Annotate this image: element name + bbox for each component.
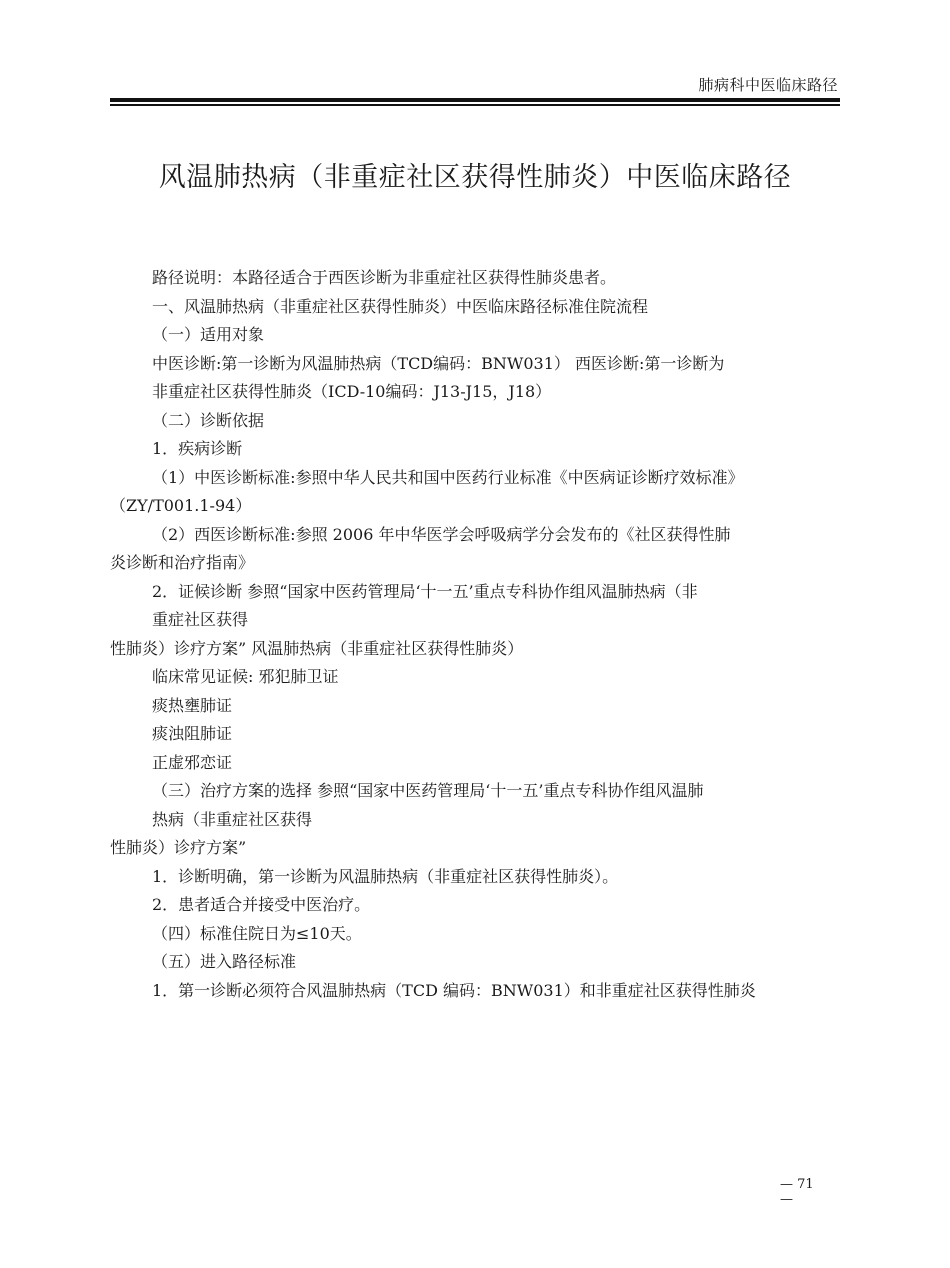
header-rule-thin	[110, 104, 840, 106]
paragraph-line: 痰热壅肺证	[152, 695, 233, 715]
header-rule-thick	[110, 98, 840, 102]
page-number-dash: —	[780, 1192, 793, 1207]
paragraph-line: 炎诊断和治疗指南》	[110, 553, 255, 572]
running-header: 肺病科中医临床路径	[698, 76, 838, 94]
paragraph-line: 路径说明：本路径适合于西医诊断为非重症社区获得性肺炎患者。	[152, 268, 617, 287]
paragraph-line: 热病（非重症社区获得	[152, 809, 313, 829]
paragraph-line: （1）中医诊断标准:参照中华人民共和国中医药行业标准《中医病证诊断疗效标准》	[152, 467, 744, 487]
paragraph-line: （2）西医诊断标准:参照 2006 年中华医学会呼吸病学分会发布的《社区获得性肺	[152, 524, 731, 544]
paragraph-line: 非重症社区获得性肺炎（ICD-10编码：J13-J15，J18）	[152, 382, 552, 401]
paragraph-line: （一）适用对象	[152, 325, 265, 344]
paragraph-line: （三）治疗方案的选择 参照“国家中医药管理局‘十一五’重点专科协作组风温肺	[152, 781, 704, 800]
paragraph-line: 1．疾病诊断	[152, 439, 243, 458]
paragraph-line: 正虚邪恋证	[152, 752, 233, 772]
document-body	[110, 264, 845, 1005]
paragraph-line: 性肺炎）诊疗方案” 风温肺热病（非重症社区获得性肺炎）	[110, 638, 524, 658]
paragraph-line: 中医诊断:第一诊断为风温肺热病（TCD编码：BNW031） 西医诊断:第一诊断为	[152, 353, 725, 373]
paragraph-line: 1．诊断明确，第一诊断为风温肺热病（非重症社区获得性肺炎）。	[152, 866, 619, 886]
paragraph-line: （二）诊断依据	[152, 410, 265, 430]
page-number: — 71	[780, 1177, 814, 1192]
paragraph-line: （ZY/T001.1-94）	[110, 496, 252, 515]
paragraph-line: 1．第一诊断必须符合风温肺热病（TCD 编码：BNW031）和非重症社区获得性肺炎	[152, 980, 756, 1000]
paragraph-line: 临床常见证候: 邪犯肺卫证	[152, 667, 339, 686]
paragraph-line: （五）进入路径标准	[152, 952, 297, 971]
paragraph-line: 2．证候诊断 参照“国家中医药管理局‘十一五’重点专科协作组风温肺热病（非	[152, 581, 698, 601]
paragraph-line: 重症社区获得	[152, 610, 249, 629]
document-title: 风温肺热病（非重症社区获得性肺炎）中医临床路径	[158, 162, 792, 193]
paragraph-line: 一、风温肺热病（非重症社区获得性肺炎）中医临床路径标准住院流程	[152, 296, 649, 316]
paragraph-line: 性肺炎）诊疗方案”	[110, 838, 247, 857]
paragraph-line: 2．患者适合并接受中医治疗。	[152, 895, 371, 914]
paragraph-line: 痰浊阻肺证	[152, 724, 233, 743]
paragraph-line: （四）标准住院日为≤10天。	[152, 923, 362, 943]
